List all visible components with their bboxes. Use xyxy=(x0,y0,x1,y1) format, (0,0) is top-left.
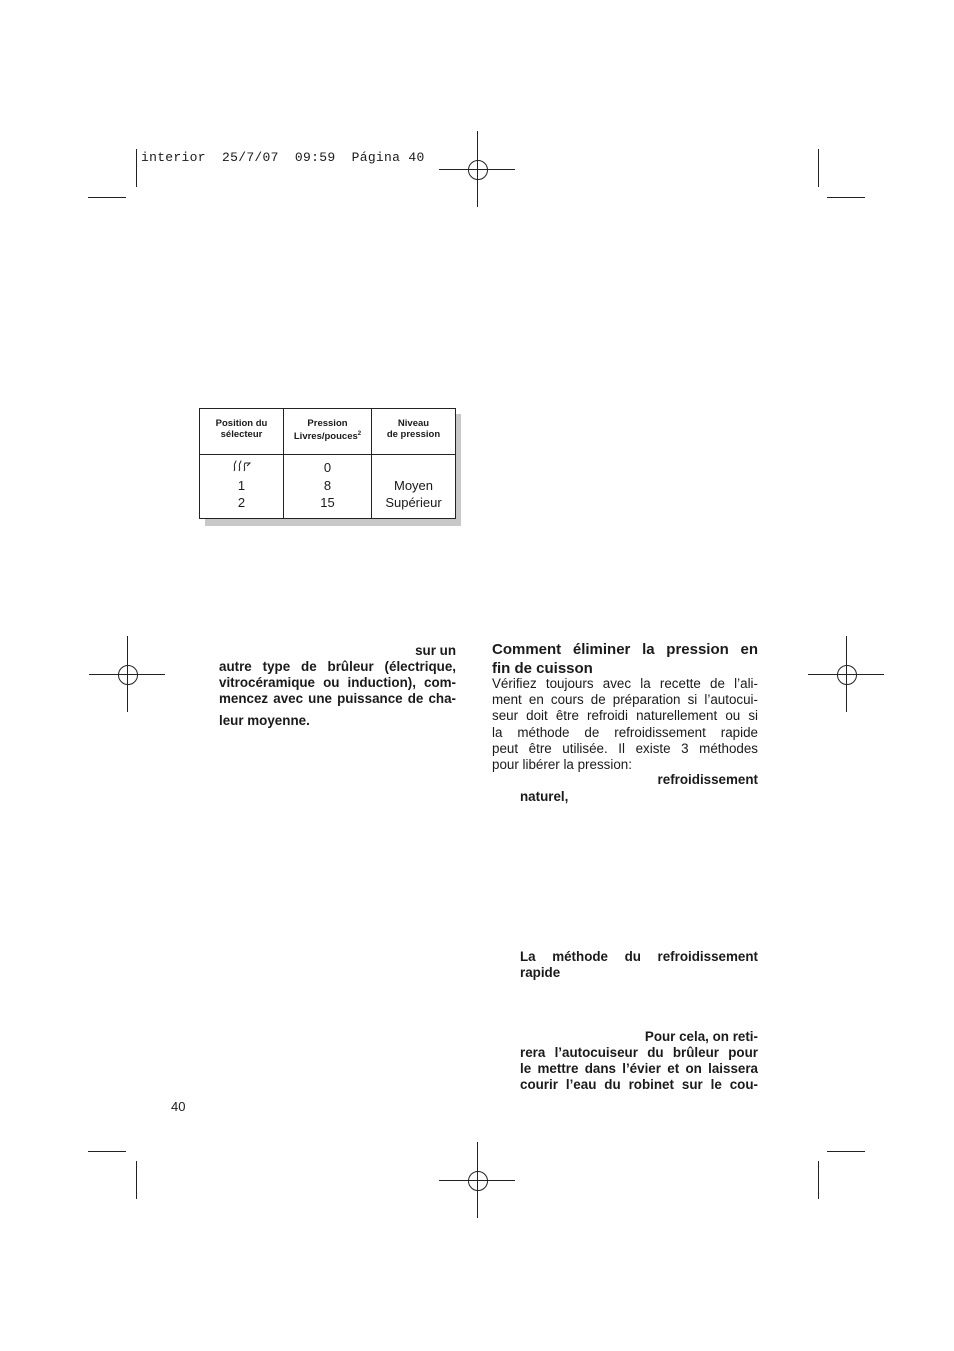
table-cell: 1 xyxy=(237,477,246,493)
crop-mark xyxy=(136,149,137,187)
crop-mark xyxy=(818,149,819,187)
header-position-selecteur: Position du sélecteur xyxy=(215,418,268,440)
crop-mark xyxy=(818,1161,819,1199)
registration-mark xyxy=(439,131,515,207)
column-position-values xyxy=(200,459,283,512)
intro-paragraph: Vérifiez toujours avec la recette de l’ali- ment en cours de préparation si l’autocui- seur doit être refroidi naturellement ou si la méthode de refroidissement rapide peut être utilisée. Il existe 3 méthodes xyxy=(492,676,758,756)
registration-mark xyxy=(89,636,165,712)
column-pression-values xyxy=(284,459,371,512)
bold-naturel: naturel, xyxy=(520,789,569,804)
left-bold-paragraph: autre type de brûleur (électrique, vitrocéramique ou induction), com- mencez avec une puissance de cha- xyxy=(219,659,456,707)
header-niveau-pression: Niveau de pression xyxy=(386,418,441,440)
table-cell xyxy=(372,459,455,477)
crop-mark xyxy=(88,1151,126,1152)
crop-mark xyxy=(827,197,865,198)
bold-refroidissement: refroidissement xyxy=(657,772,758,787)
registration-mark xyxy=(439,1142,515,1218)
header-pression: Pression Livres/pouces$^2$ xyxy=(293,418,362,443)
printer-slug: interior 25/7/07 09:59 Página 40 xyxy=(141,150,425,165)
table-cell: 2 xyxy=(237,495,246,510)
page-number: 40 xyxy=(171,1099,186,1114)
crop-mark xyxy=(88,197,126,198)
table-header-divider xyxy=(200,454,455,455)
left-bold-line: leur moyenne. xyxy=(219,713,310,728)
left-bold-line: sur un xyxy=(415,643,456,658)
crop-mark xyxy=(827,1151,865,1152)
bold-pour-cela-continued: rera l’autocuiseur du brûleur pour le mettre dans l’évier et on laissera courir l’eau du robinet sur le cou- xyxy=(520,1045,758,1093)
bold-pour-cela: Pour cela, on reti- xyxy=(644,1029,758,1044)
table-cell: Moyen xyxy=(393,477,434,493)
intro-paragraph-last: pour libérer la pression: xyxy=(492,757,632,772)
table-cell: Supérieur xyxy=(385,495,442,510)
bold-methode-rapide: La méthode du refroidissement rapide xyxy=(520,949,758,981)
table-cell: 15 xyxy=(320,495,335,510)
steam-icon xyxy=(200,459,283,477)
table-cell: 0 xyxy=(323,460,332,475)
table-cell: 8 xyxy=(323,477,332,493)
crop-mark xyxy=(136,1161,137,1199)
registration-mark xyxy=(808,636,884,712)
pressure-table xyxy=(199,408,456,519)
column-niveau-values xyxy=(372,459,455,512)
section-heading: Comment éliminer la pression en fin de cuisson xyxy=(492,641,758,677)
